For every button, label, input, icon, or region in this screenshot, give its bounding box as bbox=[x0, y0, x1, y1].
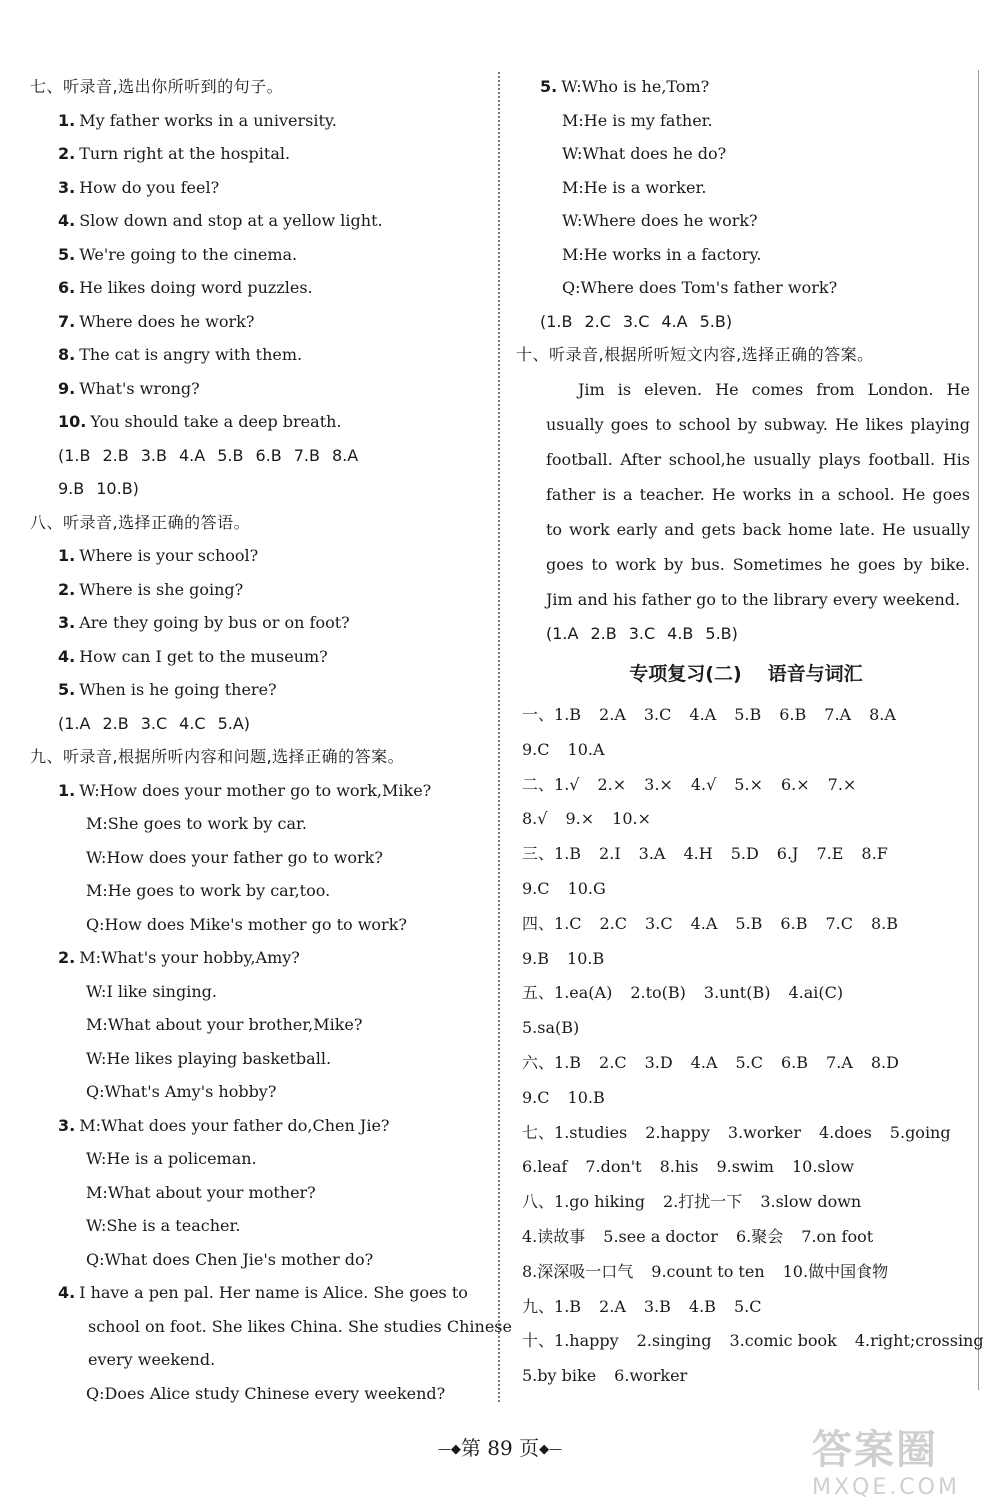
answer-item: 3.B bbox=[140, 445, 167, 465]
answer-item: 3.comic book bbox=[729, 1331, 837, 1351]
sentence-item bbox=[30, 305, 492, 339]
item-number: 3. bbox=[58, 1115, 76, 1135]
question-item bbox=[30, 573, 492, 607]
answer-item: 8.his bbox=[659, 1157, 699, 1177]
dialogue-text: school on foot. She likes China. She studies Chinese bbox=[88, 1316, 512, 1336]
dialogue-line bbox=[30, 1243, 492, 1277]
answer-row bbox=[522, 1116, 970, 1151]
right-column bbox=[516, 70, 984, 1394]
answer-item: 3.B bbox=[643, 1296, 671, 1316]
answer-item: 3.C bbox=[140, 713, 168, 733]
answer-item: 6.B bbox=[780, 913, 808, 933]
row-label: 六、 bbox=[522, 1052, 555, 1072]
answer-item: (1.A bbox=[546, 623, 579, 643]
answer-item: 1.B bbox=[554, 1052, 582, 1072]
dialogue-line bbox=[522, 70, 970, 104]
dialogue-text: M:He works in a factory. bbox=[562, 244, 762, 264]
answer-item: 2.A bbox=[599, 1296, 626, 1316]
page-number: 第 89 页 bbox=[460, 1436, 540, 1460]
dialogue-1 bbox=[30, 774, 492, 942]
answer-item: 1.happy bbox=[554, 1331, 619, 1351]
item-text: Slow down and stop at a yellow light. bbox=[79, 211, 383, 230]
answer-item: 3.slow down bbox=[760, 1192, 862, 1212]
answer-item: 10.× bbox=[612, 809, 651, 829]
answer-item: 2.B bbox=[102, 713, 129, 733]
answer-item: 1.√ bbox=[554, 774, 580, 794]
answer-item: 8.A bbox=[331, 445, 359, 465]
answer-item: 3.A bbox=[638, 844, 666, 864]
item-text: You should take a deep breath. bbox=[90, 412, 342, 431]
row-label: 四、 bbox=[522, 913, 555, 933]
item-number: 10. bbox=[58, 412, 87, 431]
answer-item: 5.A) bbox=[217, 713, 251, 733]
dialogue-text: W:What does he do? bbox=[562, 144, 727, 163]
sentence-item bbox=[30, 137, 492, 171]
answer-row bbox=[522, 1324, 984, 1359]
item-number: 6. bbox=[58, 278, 76, 297]
answer-item: 4.H bbox=[683, 844, 713, 864]
dialogue-text: Q:What does Chen Jie's mother do? bbox=[86, 1249, 374, 1269]
answer-item: 8.A bbox=[869, 705, 896, 724]
item-number: 4. bbox=[58, 646, 76, 666]
answer-item: 4.A bbox=[661, 311, 688, 331]
dialogue-line bbox=[30, 1075, 492, 1109]
answer-item: 6.leaf bbox=[522, 1157, 568, 1177]
answer-row bbox=[522, 1011, 970, 1046]
item-text: Where is she going? bbox=[79, 579, 244, 599]
answer-item: 4.does bbox=[818, 1122, 872, 1142]
dialogue-text: Q:What's Amy's hobby? bbox=[86, 1082, 277, 1101]
answer-item: 8.F bbox=[861, 844, 888, 864]
answer-item: 3.unt(B) bbox=[703, 983, 771, 1003]
item-number: 5. bbox=[58, 244, 76, 264]
row-label: 三、 bbox=[522, 844, 555, 864]
item-text: Where does he work? bbox=[79, 311, 255, 331]
sentence-item bbox=[30, 171, 492, 205]
answer-item: 5.B bbox=[735, 913, 763, 933]
answer-row bbox=[522, 698, 970, 733]
dialogue-text: M:What about your mother? bbox=[86, 1182, 316, 1202]
answer-item: 2.× bbox=[597, 774, 627, 794]
answer-item: 6.B bbox=[781, 1052, 809, 1072]
dialogue-text: W:How does your mother go to work,Mike? bbox=[79, 780, 432, 800]
dialogue-line bbox=[30, 1343, 492, 1377]
section-7-answers-2 bbox=[30, 472, 492, 506]
heading-part-b: 语音与词汇 bbox=[767, 663, 863, 685]
left-column bbox=[30, 70, 512, 1410]
answer-item: 5.C bbox=[735, 1052, 763, 1072]
answer-item: 5.by bike bbox=[522, 1366, 597, 1386]
section-8-answers bbox=[30, 707, 492, 741]
answer-item: 5.C bbox=[733, 1296, 762, 1316]
dialogue-line bbox=[522, 137, 970, 171]
answer-item: 6.聚会 bbox=[735, 1226, 784, 1246]
dialogue-text: M:He is my father. bbox=[562, 110, 713, 130]
answer-item: 6.B bbox=[779, 705, 807, 724]
answer-item: 2.happy bbox=[645, 1122, 710, 1142]
dialogue-text: every weekend. bbox=[88, 1350, 216, 1369]
dialogue-line bbox=[30, 807, 492, 841]
dialogue-line bbox=[522, 271, 970, 305]
answer-item: 2.to(B) bbox=[630, 983, 686, 1003]
answer-item: 10.A bbox=[567, 739, 605, 759]
dialogue-text: M:What about your brother,Mike? bbox=[86, 1015, 363, 1034]
watermark-small-text: MXQE.COM bbox=[812, 1475, 960, 1500]
question-item bbox=[30, 640, 492, 674]
answer-item: 9.C bbox=[522, 878, 550, 898]
dialogue-line bbox=[30, 841, 492, 875]
answer-row bbox=[522, 837, 970, 872]
item-number: 4. bbox=[58, 211, 76, 230]
dialogue-text: Q:Does Alice study Chinese every weekend? bbox=[86, 1383, 446, 1403]
section-7-title: 七、听录音,选出你所听到的句子。 bbox=[30, 77, 284, 96]
answer-item: 5.B bbox=[217, 445, 244, 465]
item-number: 4. bbox=[58, 1283, 76, 1302]
dialogue-text: W:Who is he,Tom? bbox=[561, 77, 710, 96]
section-7-items bbox=[30, 104, 492, 439]
answer-item: 2.singing bbox=[636, 1331, 712, 1351]
answer-row bbox=[522, 1150, 970, 1185]
answer-item: 4.B bbox=[667, 623, 694, 643]
dialogue-line bbox=[30, 975, 492, 1009]
sentence-item bbox=[30, 338, 492, 372]
passage-text: Jim is eleven. He comes from London. He usually goes to school by subway. He likes playing football. After school,he usually plays football. His father is a teacher. He works in a school. He goes to work early and gets back home late. He usually goes to work by bus. Sometimes he goes by bike. Jim and his father go to the library every weekend. bbox=[546, 379, 970, 609]
answer-item: 1.B bbox=[554, 844, 582, 864]
dialogue-line bbox=[522, 204, 970, 238]
item-number: 1. bbox=[58, 780, 76, 800]
answer-item: 10.B bbox=[567, 948, 605, 968]
dialogue-line bbox=[30, 1109, 492, 1143]
dialogue-line bbox=[30, 874, 492, 908]
answer-item: 9.C bbox=[522, 739, 550, 759]
answer-item: 1.C bbox=[554, 913, 582, 933]
row-label: 二、 bbox=[522, 774, 555, 794]
answer-item: 6.worker bbox=[614, 1366, 688, 1386]
dialogue-text: Q:How does Mike's mother go to work? bbox=[86, 914, 407, 934]
answer-row bbox=[522, 1290, 970, 1325]
answer-item: 1.studies bbox=[554, 1122, 628, 1142]
sentence-item bbox=[30, 104, 492, 138]
answer-item: 4.C bbox=[179, 713, 206, 733]
section-9-answers bbox=[522, 305, 970, 339]
dialogue-text: Q:Where does Tom's father work? bbox=[562, 278, 838, 297]
item-number: 1. bbox=[58, 110, 76, 130]
row-label: 八、 bbox=[522, 1192, 555, 1212]
question-item bbox=[30, 539, 492, 573]
dialogue-line bbox=[30, 1276, 492, 1310]
watermark-big-text: 答案圈 bbox=[812, 1427, 938, 1473]
column-divider bbox=[498, 72, 500, 1402]
dialogue-text: W:Where does he work? bbox=[562, 211, 758, 230]
answer-item: 5.B) bbox=[699, 311, 733, 331]
dialogue-text: I have a pen pal. Her name is Alice. She goes to bbox=[79, 1283, 468, 1302]
dialogue-4 bbox=[30, 1276, 512, 1410]
answer-item: 3.× bbox=[644, 774, 673, 794]
answer-key-rows bbox=[522, 698, 984, 1394]
item-number: 5. bbox=[58, 680, 76, 699]
section-7-answers bbox=[30, 439, 492, 473]
answer-item: 7.× bbox=[827, 774, 857, 794]
answer-item: 3.C bbox=[643, 705, 672, 724]
dialogue-text: W:He is a policeman. bbox=[86, 1149, 257, 1168]
answer-item: 2.B bbox=[590, 623, 617, 643]
answer-item: 5.see a doctor bbox=[603, 1226, 718, 1246]
answer-item: 9.× bbox=[565, 809, 595, 829]
dialogue-line bbox=[30, 774, 492, 808]
item-number: 3. bbox=[58, 613, 76, 632]
dialogue-text: W:I like singing. bbox=[86, 981, 217, 1001]
answer-item: 6.B bbox=[255, 445, 282, 465]
answer-item: 2.打扰一下 bbox=[663, 1192, 743, 1212]
answer-item: 9.B bbox=[58, 479, 85, 498]
dialogue-line bbox=[522, 171, 970, 205]
question-item bbox=[30, 606, 492, 640]
answer-item: 8.D bbox=[870, 1052, 899, 1072]
item-text: Turn right at the hospital. bbox=[79, 144, 291, 163]
item-text: Are they going by bus or on foot? bbox=[79, 613, 350, 632]
answer-item: 6.J bbox=[776, 844, 799, 864]
row-label: 七、 bbox=[522, 1122, 555, 1142]
row-label: 九、 bbox=[522, 1296, 555, 1316]
answer-item: 5.D bbox=[730, 844, 759, 864]
answer-item: 3.C bbox=[622, 311, 650, 331]
item-text: We're going to the cinema. bbox=[79, 244, 298, 264]
answer-item: 7.don't bbox=[585, 1157, 642, 1177]
answer-item: 4.A bbox=[690, 1052, 718, 1072]
answer-row bbox=[522, 872, 970, 907]
answer-item: 7.A bbox=[826, 1052, 853, 1072]
answer-item: 9.swim bbox=[716, 1157, 774, 1177]
footer-right-ornament: ◆— bbox=[539, 1442, 563, 1457]
answer-item: 7.E bbox=[816, 844, 844, 864]
answer-item: 4.ai(C) bbox=[788, 983, 844, 1003]
item-number: 9. bbox=[58, 378, 76, 398]
dialogue-line bbox=[522, 238, 970, 272]
section-8-title: 八、听录音,选择正确的答语。 bbox=[30, 512, 251, 532]
sentence-item bbox=[30, 238, 492, 272]
item-text: How do you feel? bbox=[79, 177, 220, 197]
sentence-item bbox=[30, 204, 492, 238]
section-10-answers bbox=[522, 617, 970, 651]
dialogue-text: M:He is a worker. bbox=[562, 177, 707, 197]
answer-item: 4.B bbox=[688, 1296, 716, 1316]
item-number: 7. bbox=[58, 311, 76, 331]
item-number: 2. bbox=[58, 948, 76, 967]
answer-item: 3.D bbox=[644, 1052, 673, 1072]
answer-row bbox=[522, 907, 970, 942]
answer-item: 1.B bbox=[554, 705, 582, 724]
answer-item: 4.right;crossing bbox=[854, 1331, 984, 1351]
answer-item: 2.C bbox=[599, 913, 628, 933]
answer-row bbox=[522, 1081, 970, 1116]
answer-item: 1.go hiking bbox=[554, 1192, 646, 1212]
row-label: 一、 bbox=[522, 705, 555, 724]
sentence-item bbox=[30, 405, 492, 439]
answer-item: 1.B bbox=[554, 1296, 582, 1316]
dialogue-line bbox=[30, 1176, 492, 1210]
answer-item: (1.B bbox=[58, 445, 91, 465]
answer-item: 4.A bbox=[178, 445, 206, 465]
answer-row bbox=[522, 976, 970, 1011]
item-number: 1. bbox=[58, 546, 76, 565]
answer-item: 5.B) bbox=[705, 623, 738, 643]
dialogue-line bbox=[30, 1209, 492, 1243]
watermark-logo bbox=[812, 1418, 992, 1498]
answer-item: 2.B bbox=[102, 445, 129, 465]
answer-item: 10.G bbox=[567, 878, 606, 898]
answer-item: 8.√ bbox=[522, 809, 548, 829]
answer-item: 2.I bbox=[599, 844, 621, 864]
section-9-title: 九、听录音,根据所听内容和问题,选择正确的答案。 bbox=[30, 747, 405, 766]
dialogue-line bbox=[30, 1377, 492, 1411]
dialogue-text: W:How does your father go to work? bbox=[86, 847, 383, 867]
review-heading bbox=[522, 654, 970, 694]
dialogue-text: M:What's your hobby,Amy? bbox=[79, 948, 300, 967]
dialogue-2 bbox=[30, 941, 492, 1109]
answer-item: 3.C bbox=[645, 913, 673, 933]
answer-item: 4.读故事 bbox=[522, 1226, 586, 1246]
answer-row bbox=[522, 1220, 970, 1255]
answer-item: (1.B bbox=[540, 311, 573, 331]
item-number: 8. bbox=[58, 345, 76, 364]
answer-row bbox=[522, 733, 970, 768]
answer-item: 10.B) bbox=[96, 479, 139, 498]
item-text: My father works in a university. bbox=[79, 110, 337, 130]
item-number: 2. bbox=[58, 579, 76, 599]
answer-item: 2.C bbox=[584, 311, 611, 331]
answer-item: 10.做中国食物 bbox=[782, 1261, 889, 1281]
answer-item: 5.sa(B) bbox=[522, 1018, 580, 1038]
item-text: What's wrong? bbox=[79, 378, 200, 398]
answer-item: 1.ea(A) bbox=[554, 983, 613, 1003]
dialogue-text: M:What does your father do,Chen Jie? bbox=[79, 1115, 390, 1135]
section-10-title: 十、听录音,根据所听短文内容,选择正确的答案。 bbox=[516, 345, 874, 364]
dialogue-line bbox=[30, 1042, 492, 1076]
dialogue-line bbox=[30, 1310, 512, 1344]
answer-item: 9.C bbox=[522, 1087, 550, 1107]
answer-row bbox=[522, 942, 970, 977]
dialogue-line bbox=[30, 1008, 492, 1042]
item-text: He likes doing word puzzles. bbox=[79, 278, 313, 297]
row-label: 五、 bbox=[522, 983, 555, 1003]
page-edge-line bbox=[978, 70, 979, 1390]
answer-item: 5.× bbox=[734, 774, 763, 794]
dialogue-line bbox=[30, 908, 492, 942]
answer-item: 9.count to ten bbox=[651, 1261, 765, 1281]
answer-item: 8.深深吸一口气 bbox=[522, 1261, 634, 1281]
item-number: 2. bbox=[58, 144, 76, 163]
answer-item: 3.C bbox=[628, 623, 656, 643]
dialogue-text: W:She is a teacher. bbox=[86, 1216, 241, 1235]
answer-row bbox=[522, 1359, 970, 1394]
answer-item: 2.A bbox=[599, 705, 626, 724]
answer-item: 9.B bbox=[522, 948, 550, 968]
item-text: The cat is angry with them. bbox=[79, 345, 303, 364]
dialogue-line bbox=[522, 104, 970, 138]
answer-item: 7.A bbox=[824, 705, 852, 724]
answer-row bbox=[522, 1255, 970, 1290]
footer-left-ornament: —◆ bbox=[437, 1442, 461, 1457]
answer-item: 10.slow bbox=[791, 1157, 855, 1177]
dialogue-text: W:He likes playing basketball. bbox=[86, 1048, 332, 1068]
row-label: 十、 bbox=[522, 1331, 555, 1351]
item-text: When is he going there? bbox=[79, 680, 277, 699]
answer-item: 3.worker bbox=[727, 1122, 801, 1142]
answer-item: 7.C bbox=[825, 913, 853, 933]
item-text: How can I get to the museum? bbox=[79, 646, 328, 666]
answer-row bbox=[522, 802, 970, 837]
section-10-passage bbox=[522, 372, 970, 617]
dialogue-3 bbox=[30, 1109, 492, 1277]
section-8-items bbox=[30, 539, 492, 707]
answer-item: 4.A bbox=[689, 705, 717, 724]
dialogue-line bbox=[30, 1142, 492, 1176]
sentence-item bbox=[30, 271, 492, 305]
answer-item: 2.C bbox=[599, 1052, 627, 1072]
answer-item: (1.A bbox=[58, 713, 91, 733]
answer-row bbox=[522, 768, 970, 803]
answer-item: 7.B bbox=[293, 445, 320, 465]
item-number: 3. bbox=[58, 177, 76, 197]
dialogue-line bbox=[30, 941, 492, 975]
question-item bbox=[30, 673, 492, 707]
sentence-item bbox=[30, 372, 492, 406]
dialogue-text: M:She goes to work by car. bbox=[86, 814, 307, 833]
dialogue-5 bbox=[522, 70, 970, 305]
answer-item: 10.B bbox=[567, 1087, 605, 1107]
answer-item: 7.on foot bbox=[801, 1226, 874, 1246]
answer-row bbox=[522, 1046, 970, 1081]
dialogue-text: M:He goes to work by car,too. bbox=[86, 881, 331, 900]
answer-item: 8.B bbox=[870, 913, 898, 933]
answer-item: 6.× bbox=[780, 774, 810, 794]
item-text: Where is your school? bbox=[79, 546, 259, 565]
answer-row bbox=[522, 1185, 970, 1220]
answer-item: 4.√ bbox=[690, 774, 717, 794]
answer-item: 5.B bbox=[734, 705, 762, 724]
answer-item: 5.going bbox=[889, 1122, 951, 1142]
answer-item: 4.A bbox=[690, 913, 718, 933]
heading-part-a: 专项复习(二) bbox=[629, 663, 742, 685]
item-number: 5. bbox=[540, 77, 558, 96]
